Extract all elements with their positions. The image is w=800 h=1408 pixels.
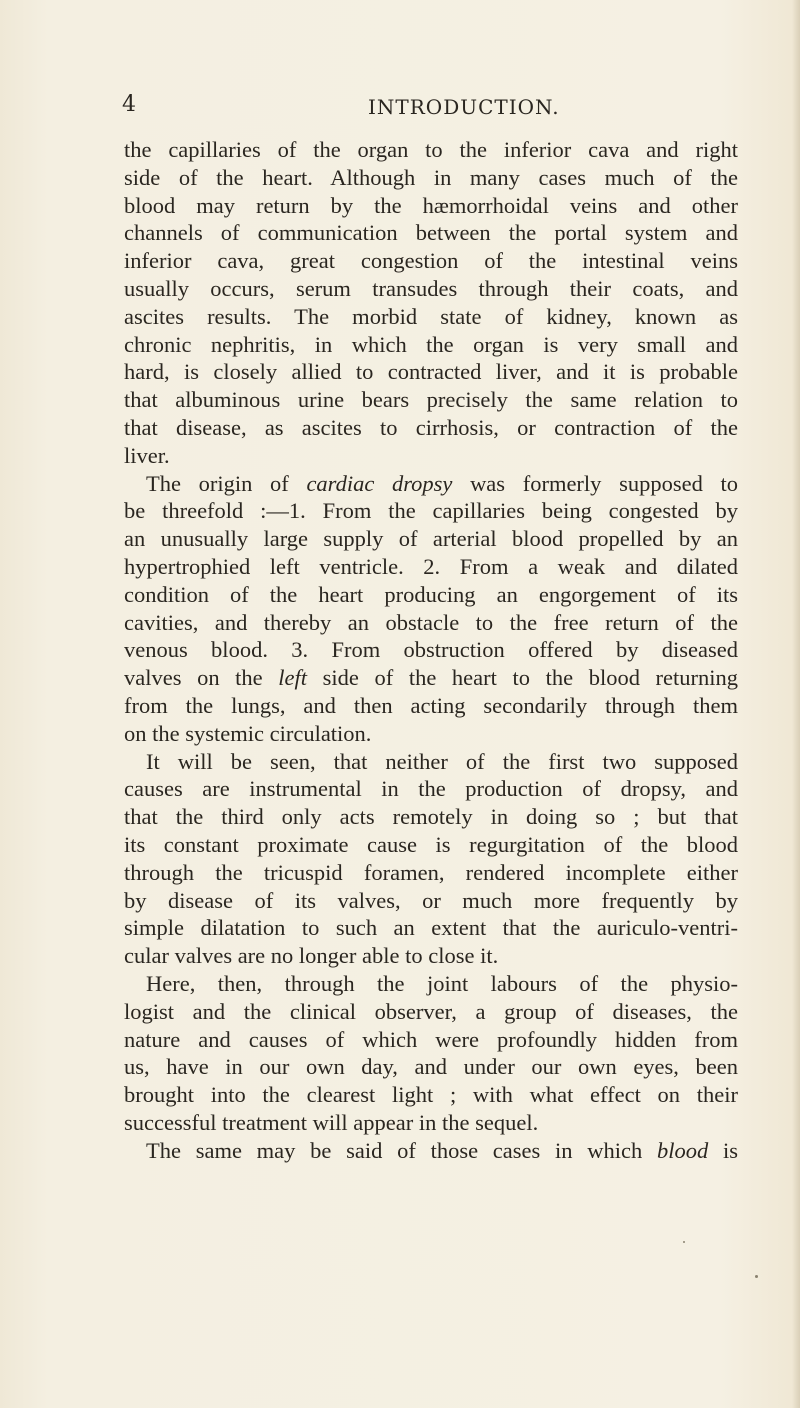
text-line: that the third only acts remotely in doing so ; but that [124, 804, 738, 830]
text-line: hypertrophied left ventricle. 2. From a weak and dilated [124, 553, 738, 579]
page-edge-shadow [792, 0, 800, 1408]
text-line: condition of the heart producing an engorgement of its [124, 581, 738, 607]
page-number: 4 [122, 92, 136, 117]
text-line: cavities, and thereby an obstacle to the free return of the [124, 609, 738, 635]
text-line: blood may return by the hæmorrhoidal veins and other [124, 192, 738, 218]
text-run: The origin of [146, 470, 289, 496]
text-line: cular valves are no longer able to close it. [124, 943, 499, 969]
text-line: channels of communication between the portal system and [124, 220, 738, 246]
text-line: successful treatment will appear in the sequel. [124, 1109, 539, 1135]
italic-term: cardiac dropsy [306, 470, 453, 496]
paper-fleck [683, 1241, 685, 1243]
text-line: be threefold :—1. From the capillaries being congested by [124, 498, 738, 524]
text-line: that disease, as ascites to cirrhosis, or contraction of the [124, 414, 738, 440]
page-header [122, 94, 736, 122]
text-line: logist and the clinical observer, a group of diseases, the [124, 998, 738, 1024]
text-line: side of the heart. Although in many cases much of the [124, 164, 738, 190]
text-line: from the lungs, and then acting secondarily through them [124, 692, 738, 718]
text-line: an unusually large supply of arterial blood propelled by an [124, 526, 738, 552]
text-line: It will be seen, that neither of the first two supposed [146, 748, 738, 774]
text-line: inferior cava, great congestion of the intestinal veins [124, 248, 738, 274]
text-line: venous blood. 3. From obstruction offered by diseased [124, 637, 738, 663]
text-run: is [722, 1137, 738, 1163]
italic-term: blood [656, 1137, 709, 1163]
text-line [124, 1137, 738, 1165]
running-head: INTRODUCTION. [368, 95, 560, 119]
text-run: side of the heart to the blood returning [322, 665, 739, 691]
text-line: brought into the clearest light ; with what effect on their [124, 1082, 738, 1108]
text-run: was formerly supposed to [470, 470, 738, 496]
text-line: usually occurs, serum transudes through their coats, and [124, 275, 738, 301]
text-line [124, 470, 738, 498]
text-run: The same may be said of those cases in which [146, 1137, 643, 1163]
body-text [124, 136, 738, 1164]
text-line: nature and causes of which were profoundly hidden from [124, 1026, 738, 1052]
text-line [124, 664, 738, 692]
text-line: liver. [124, 442, 170, 468]
text-line: Here, then, through the joint labours of the physio- [146, 970, 738, 996]
text-line: the capillaries of the organ to the inferior cava and right [124, 137, 738, 162]
text-line: causes are instrumental in the production of dropsy, and [124, 776, 738, 802]
text-line: its constant proximate cause is regurgitation of the blood [124, 831, 738, 857]
text-line: ascites results. The morbid state of kidney, known as [124, 303, 738, 329]
text-line: chronic nephritis, in which the organ is very small and [124, 331, 738, 357]
paper-fleck [755, 1275, 758, 1278]
text-line: us, have in our own day, and under our own eyes, been [124, 1054, 738, 1080]
text-run: valves on the [124, 665, 263, 691]
text-line: that albuminous urine bears precisely the same relation to [124, 387, 738, 413]
text-line: hard, is closely allied to contracted liver, and it is probable [124, 359, 738, 385]
text-line: by disease of its valves, or much more frequently by [124, 887, 738, 913]
text-line: through the tricuspid foramen, rendered incomplete either [124, 859, 738, 885]
italic-term: left [278, 665, 308, 691]
text-line: simple dilatation to such an extent that the auriculo-ventri- [124, 915, 738, 941]
text-line: on the systemic circulation. [124, 720, 372, 746]
